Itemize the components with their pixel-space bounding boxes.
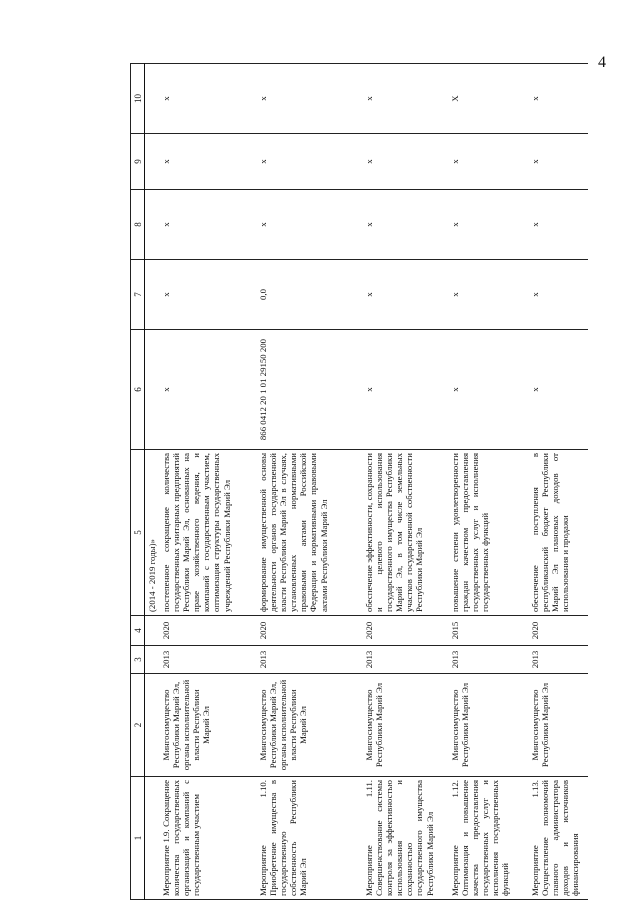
executor: Мингосимущество Республики Марий Эл, органы исполнительной власти Республики Марий Эл: [256, 674, 362, 777]
budget-code: x: [362, 330, 448, 450]
expected-result: формирование имущественной основы деятельности органов государственной власти Республики Марий Эл в случаях, установленных нормативными правовыми актами Российской Федерации и нормативными правовыми актами Республики Марий Эл: [256, 450, 362, 616]
end-year: 2020: [362, 616, 448, 646]
value-col-8: x: [256, 190, 362, 260]
value-col-7: 0,0: [256, 260, 362, 330]
value-col-10: x: [362, 64, 448, 134]
col-header-4: 4: [131, 616, 145, 646]
start-year: 2013: [159, 646, 256, 674]
start-year: 2013: [448, 646, 528, 674]
value-col-7: x: [362, 260, 448, 330]
value-col-9: x: [159, 134, 256, 190]
expected-result: обеспечение эффективности, сохранности и целевого использования государственного имущества Республики Марий Эл, в том числе земельных участков государственной собственности Республики Марий Эл: [362, 450, 448, 616]
table-row: [528, 64, 588, 900]
value-col-10: X: [448, 64, 528, 134]
value-col-8: x: [159, 190, 256, 260]
executor: Мингосимущество Республики Марий Эл: [448, 674, 528, 777]
value-col-9: x: [448, 134, 528, 190]
program-measures-table: [130, 63, 588, 900]
value-col-8: x: [448, 190, 528, 260]
expected-result: постепенное сокращение количества государственных унитарных предприятий Республики Марий Эл, основанных на праве хозяйственного ведения, и компаний с государственным участием, оптимизация структуры государственных учреждений Республики Марий Эл: [159, 450, 256, 616]
executor: Мингосимущество Республики Марий Эл: [362, 674, 448, 777]
measure-name: Мероприятие 1.12. Оптимизация и повышение качества предоставления государственных услуг и исполнения государственных функций: [448, 777, 528, 900]
executor: Мингосимущество Республики Марий Эл: [528, 674, 588, 777]
measure-name: Мероприятие 1.10. Приобретение имущества в государственную собственность Республики Марий Эл: [256, 777, 362, 900]
table-row: [256, 64, 362, 900]
col-header-6: 6: [131, 330, 145, 450]
end-year: 2015: [448, 616, 528, 646]
table-row: [159, 64, 256, 900]
page-number: 4: [598, 54, 606, 71]
value-col-8: x: [528, 190, 588, 260]
value-col-10: x: [528, 64, 588, 134]
measure-name: Мероприятие 1.13. Осуществление полномочий главного администратора доходов и источников финансирования: [528, 777, 588, 900]
value-col-7: x: [448, 260, 528, 330]
col-header-10: 10: [131, 64, 145, 134]
expected-result: повышение степени удовлетворенности граждан качеством предоставления государственных услуг и исполнения государственных функций: [448, 450, 528, 616]
expected-result: обеспечение поступления в республиканский бюджет Республики Марий Эл плановых доходов от использования и продажи: [528, 450, 588, 616]
value-col-9: x: [362, 134, 448, 190]
col-header-2: 2: [131, 674, 145, 777]
budget-code: x: [528, 330, 588, 450]
value-col-10: x: [159, 64, 256, 134]
start-year: 2013: [256, 646, 362, 674]
start-year: 2013: [528, 646, 588, 674]
header-row: [131, 64, 145, 900]
value-col-7: x: [159, 260, 256, 330]
end-year: 2020: [256, 616, 362, 646]
col-header-5: 5: [131, 450, 145, 616]
executor: Мингосимущество Республики Марий Эл, органы исполнительной власти Республики Марий Эл: [159, 674, 256, 777]
table-row: [448, 64, 528, 900]
col-header-1: 1: [131, 777, 145, 900]
budget-code: 866 0412 20 1 01 29150 200: [256, 330, 362, 450]
rotated-table-container: [130, 64, 609, 900]
value-col-10: x: [256, 64, 362, 134]
end-year: 2020: [528, 616, 588, 646]
col-header-3: 3: [131, 646, 145, 674]
value-col-9: x: [528, 134, 588, 190]
budget-code: x: [159, 330, 256, 450]
measure-name: Мероприятие 1.11. Совершенствование системы контроля за эффективностью использования и сохранностью государственного имущества Республики Марий Эл: [362, 777, 448, 900]
table-row: [362, 64, 448, 900]
value-col-8: x: [362, 190, 448, 260]
value-col-7: x: [528, 260, 588, 330]
measure-name: Мероприятие 1.9. Сокращение количества государственных организаций и компаний с государственным участием: [159, 777, 256, 900]
col-header-9: 9: [131, 134, 145, 190]
budget-code: x: [448, 330, 528, 450]
start-year: 2013: [362, 646, 448, 674]
end-year: 2020: [159, 616, 256, 646]
period-note: (2014 - 2019 годы)»: [145, 450, 160, 616]
col-header-8: 8: [131, 190, 145, 260]
value-col-9: x: [256, 134, 362, 190]
col-header-7: 7: [131, 260, 145, 330]
subheader-row: [145, 64, 160, 900]
